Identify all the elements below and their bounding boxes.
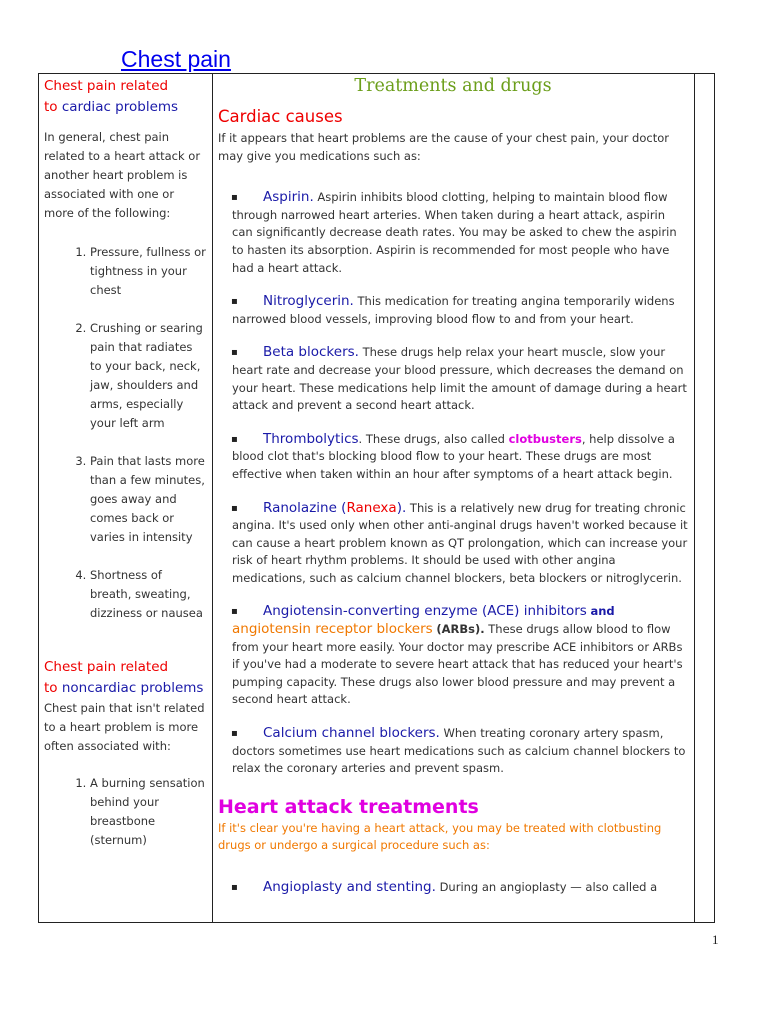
treatments-title: Treatments and drugs [354, 76, 552, 96]
list-item: 2. Crushing or searing pain that radiates to your back, neck, jaw, shoulders and arms, especially your left arm [90, 319, 206, 433]
cardiac-causes-intro: If it appears that heart problems are the cause of your chest pain, your doctor may give you medications such as: [218, 131, 669, 163]
bullet-icon: ▪ [231, 347, 238, 359]
drug-thrombolytics: ▪ Thrombolytics. These drugs, also called clotbusters, help dissolve a blood clot that's blocking blood flow to your heart. These drugs are most effective when taken within an hour after symptoms of a heart attack begin. [231, 430, 675, 481]
drug-aspirin: ▪ Aspirin. Aspirin inhibits blood clotting, helping to maintain blood flow through narrowed heart arteries. When taken during a heart attack, aspirin can significantly decrease death rates. You may be asked to chew the aspirin to hasten its absorption. Aspirin is recommended for most people who have had a heart attack. [231, 189, 677, 275]
left-column [44, 76, 206, 869]
drug-beta-blockers: ▪ Beta blockers. These drugs help relax your heart muscle, slow your heart rate and decrease your blood pressure, which decreases the demand on your heart. These medications help limit the amount of damage during a heart attack and prevent a second heart attack. [231, 344, 687, 413]
noncardiac-problems-heading: Chest pain related to noncardiac problems [44, 659, 204, 696]
bullet-icon: ▪ [231, 192, 238, 204]
column-divider [212, 73, 213, 923]
bullet-icon: ▪ [231, 728, 238, 740]
noncardiac-symptom-list [44, 774, 206, 850]
document-title[interactable]: Chest pain [121, 46, 231, 72]
page-number: 1 [712, 932, 719, 947]
right-column [218, 74, 688, 897]
ranexa-link[interactable]: Ranexa [346, 499, 397, 516]
heart-attack-heading: Heart attack treatments [218, 795, 479, 818]
cardiac-intro: In general, chest pain related to a heart attack or another heart problem is associated with one or more of the following: [44, 130, 201, 220]
cardiac-causes-heading: Cardiac causes [218, 107, 343, 126]
bullet-icon: ▪ [231, 433, 238, 445]
drug-ace-inhibitors: ▪ Angiotensin-converting enzyme (ACE) inhibitors and angiotensin receptor blockers (ARBs). These drugs allow blood to flow from your heart more easily. Your doctor may prescribe ACE inhibitors or ARBs if you've had a moderate to severe heart attack that has reduced your heart's pumping capacity. These drugs also lower blood pressure and may prevent a second heart attack. [231, 603, 683, 707]
procedure-angioplasty: ▪ Angioplasty and stenting. During an angioplasty — also called a [231, 879, 658, 895]
list-item: 1. A burning sensation behind your breastbone (sternum) [90, 774, 206, 850]
column-divider [694, 73, 695, 923]
cardiac-problems-heading: Chest pain related to cardiac problems [44, 78, 179, 115]
list-item: 4. Shortness of breath, sweating, dizziness or nausea [90, 566, 206, 623]
noncardiac-intro: Chest pain that isn't related to a heart problem is more often associated with: [44, 701, 205, 753]
arb-link[interactable]: angiotensin receptor blockers [232, 621, 433, 638]
bullet-icon: ▪ [231, 502, 238, 514]
drug-calcium-channel-blockers: ▪ Calcium channel blockers. When treating coronary artery spasm, doctors sometimes use heart medications such as calcium channel blockers to relax the coronary arteries and prevent spasm. [231, 725, 686, 776]
list-item: 3. Pain that lasts more than a few minutes, goes away and comes back or varies in intensity [90, 452, 206, 547]
bullet-icon: ▪ [231, 606, 238, 618]
clotbusters-link[interactable]: clotbusters [508, 431, 582, 446]
bullet-icon: ▪ [231, 882, 238, 893]
drug-nitroglycerin: ▪ Nitroglycerin. This medication for treating angina temporarily widens narrowed blood vessels, improving blood flow to and from your heart. [231, 293, 675, 326]
drug-ranolazine: ▪ Ranolazine (Ranexa). This is a relatively new drug for treating chronic angina. It's used only when other anti-anginal drugs haven't worked because it can cause a heart problem known as QT prolongation, which can increase your risk of heart rhythm problems. It should be used with other angina medications, such as calcium channel blockers, beta blockers or nitroglycerin. [231, 499, 688, 585]
cardiac-symptom-list [44, 243, 206, 623]
heart-attack-intro: If it's clear you're having a heart attack, you may be treated with clotbusting drugs or undergo a surgical procedure such as: [218, 820, 662, 853]
bullet-icon: ▪ [231, 296, 238, 308]
list-item: 1. Pressure, fullness or tightness in your chest [90, 243, 206, 300]
